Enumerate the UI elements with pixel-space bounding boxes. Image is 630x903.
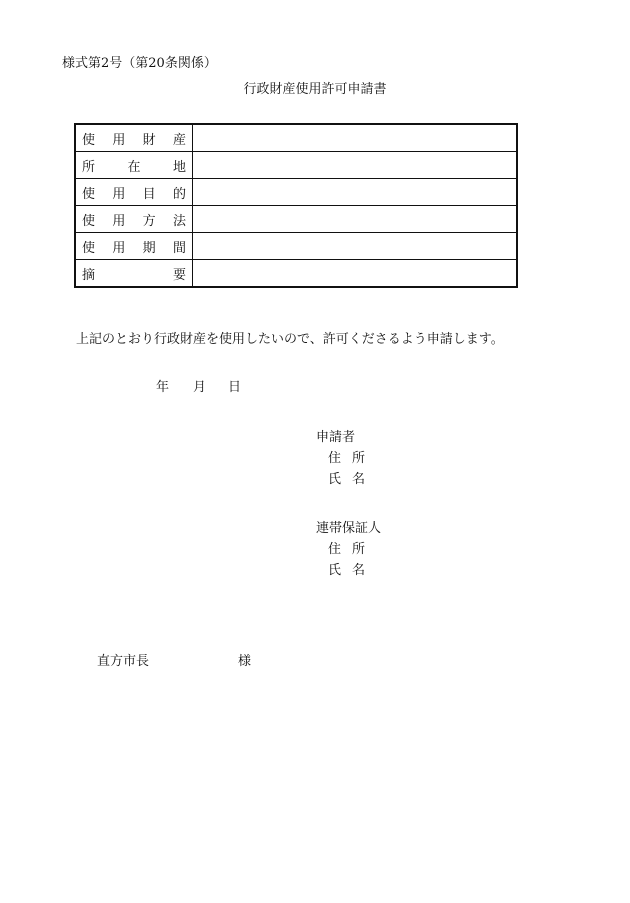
label-char: 用 xyxy=(112,240,126,256)
label-char: 目 xyxy=(142,186,156,202)
value-period-field[interactable] xyxy=(193,233,518,260)
label-char: 期 xyxy=(142,240,156,256)
date-day-label: 日 xyxy=(228,380,242,395)
date-month-label: 月 xyxy=(193,380,207,395)
addressee-honorific: 様 xyxy=(238,654,252,669)
row-label-period xyxy=(75,233,193,260)
table-row xyxy=(75,152,517,179)
table-row xyxy=(75,260,517,288)
row-label-location xyxy=(75,152,193,179)
table-row xyxy=(75,206,517,233)
value-method-field[interactable] xyxy=(193,206,518,233)
label-char: 使 xyxy=(82,240,96,256)
application-table xyxy=(74,123,518,288)
row-label-purpose xyxy=(75,179,193,206)
label-char: 財 xyxy=(142,132,156,148)
applicant-heading: 申請者 xyxy=(316,430,356,445)
label-char: 住 xyxy=(328,451,342,466)
label-char: 使 xyxy=(82,132,96,148)
label-char: 在 xyxy=(127,159,141,175)
table-row xyxy=(75,179,517,206)
label-char: 的 xyxy=(172,186,186,202)
value-remarks-field[interactable] xyxy=(193,260,518,288)
value-property-field[interactable] xyxy=(193,124,518,152)
label-char: 氏 xyxy=(328,563,342,578)
label-char: 要 xyxy=(172,267,186,283)
label-char: 用 xyxy=(112,213,126,229)
label-char: 住 xyxy=(328,542,342,557)
label-char: 使 xyxy=(82,186,96,202)
page-title: 行政財産使用許可申請書 xyxy=(243,82,387,97)
label-char: 摘 xyxy=(82,267,96,283)
addressee-name: 直方市長 xyxy=(97,654,150,669)
label-char: 氏 xyxy=(328,472,342,487)
label-char: 所 xyxy=(352,542,366,557)
form-number: 様式第2号（第20条関係） xyxy=(62,56,217,71)
label-char: 用 xyxy=(112,132,126,148)
application-statement: 上記のとおり行政財産を使用したいので、許可くださるよう申請します。 xyxy=(76,332,504,347)
date-year-label: 年 xyxy=(156,380,170,395)
value-location-field[interactable] xyxy=(193,152,518,179)
row-label-method xyxy=(75,206,193,233)
guarantor-heading: 連帯保証人 xyxy=(316,521,382,536)
label-char: 名 xyxy=(352,563,366,578)
applicant-address-label xyxy=(328,447,365,466)
label-char: 用 xyxy=(112,186,126,202)
label-char: 名 xyxy=(352,472,366,487)
table-row xyxy=(75,233,517,260)
guarantor-name-label xyxy=(328,559,365,578)
value-purpose-field[interactable] xyxy=(193,179,518,206)
label-char: 所 xyxy=(352,451,366,466)
guarantor-address-label xyxy=(328,538,365,557)
table-row xyxy=(75,124,517,152)
label-char: 方 xyxy=(142,213,156,229)
label-char: 産 xyxy=(172,132,186,148)
label-char: 所 xyxy=(82,159,96,175)
row-label-remarks xyxy=(75,260,193,288)
label-char: 地 xyxy=(172,159,186,175)
label-char: 使 xyxy=(82,213,96,229)
label-char: 間 xyxy=(172,240,186,256)
row-label-property xyxy=(75,124,193,152)
label-char: 法 xyxy=(172,213,186,229)
date-line xyxy=(156,376,241,395)
applicant-name-label xyxy=(328,468,365,487)
